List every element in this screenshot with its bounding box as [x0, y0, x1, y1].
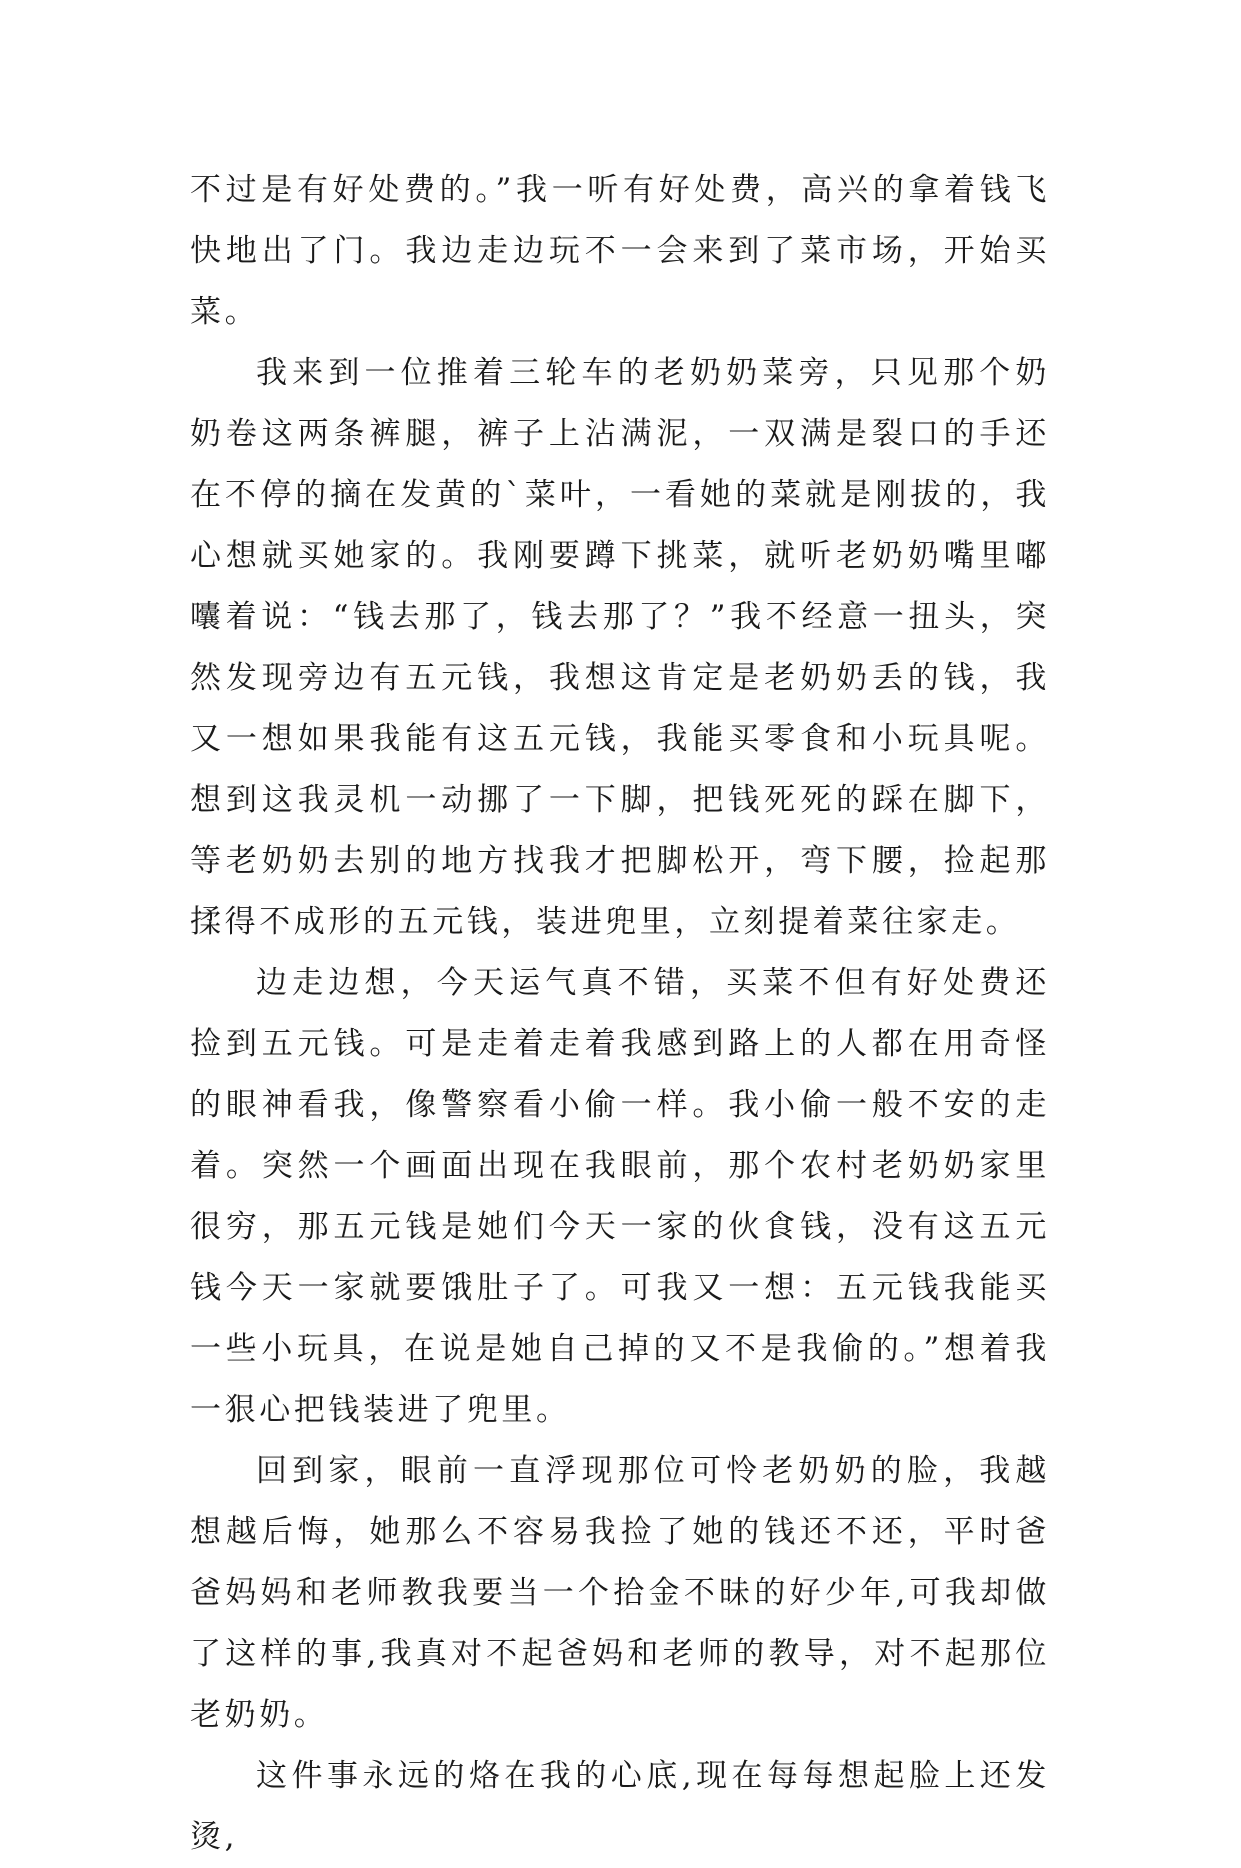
paragraph-5: 这件事永远的烙在我的心底,现在每每想起脸上还发烫, — [190, 1758, 1050, 1855]
paragraph-1: 不过是有好处费的。”我一听有好处费，高兴的拿着钱飞快地出了门。我边走边玩不一会来到了菜市场，开始买菜。 — [190, 172, 1050, 330]
article-body — [190, 160, 1050, 1868]
paragraph-4: 回到家，眼前一直浮现那位可怜老奶奶的脸，我越想越后悔，她那么不容易我捡了她的钱还不还，平时爸爸妈妈和老师教我要当一个拾金不昧的好少年,可我却做了这样的事,我真对不起爸妈和老师的教导，对不起那位老奶奶。 — [190, 1453, 1050, 1733]
paragraph-2: 我来到一位推着三轮车的老奶奶菜旁，只见那个奶奶卷这两条裤腿，裤子上沾满泥，一双满是裂口的手还在不停的摘在发黄的`菜叶，一看她的菜就是刚拔的，我心想就买她家的。我刚要蹲下挑菜，就听老奶奶嘴里嘟囔着说：“钱去那了，钱去那了？”我不经意一扭头，突然发现旁边有五元钱，我想这肯定是老奶奶丢的钱，我又一想如果我能有这五元钱，我能买零食和小玩具呢。想到这我灵机一动挪了一下脚，把钱死死的踩在脚下，等老奶奶去别的地方找我才把脚松开，弯下腰，捡起那揉得不成形的五元钱，装进兜里，立刻提着菜往家走。 — [190, 355, 1050, 940]
paragraph-3: 边走边想，今天运气真不错，买菜不但有好处费还捡到五元钱。可是走着走着我感到路上的人都在用奇怪的眼神看我，像警察看小偷一样。我小偷一般不安的走着。突然一个画面出现在我眼前，那个农村老奶奶家里很穷，那五元钱是她们今天一家的伙食钱，没有这五元钱今天一家就要饿肚子了。可我又一想：五元钱我能买一些小玩具，在说是她自己掉的又不是我偷的。”想着我一狠心把钱装进了兜里。 — [190, 965, 1050, 1428]
